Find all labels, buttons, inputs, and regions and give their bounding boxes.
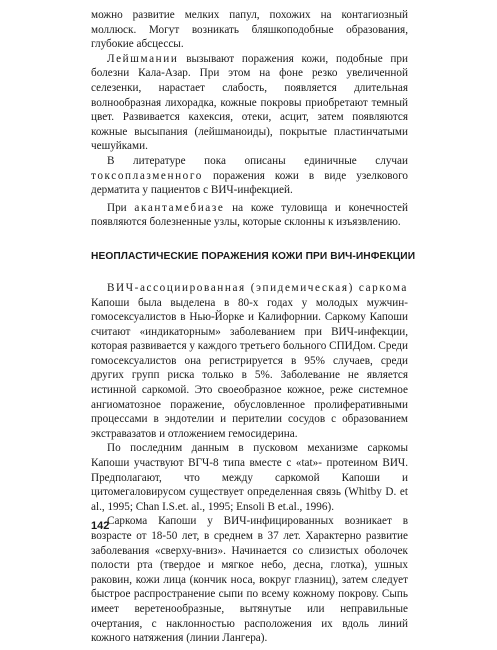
page-number: 142	[91, 520, 110, 532]
paragraph-toxoplasma	[91, 154, 408, 198]
paragraph-molluscum: можно развитие мелких папул, похожих на контагиозный моллюск. Могут возникать бляшкоподобные образования, глубокие абсцессы.	[91, 9, 408, 51]
paragraph-acanthamoeba	[91, 201, 408, 230]
paragraph-acanthamoeba-text-b: на коже туловища и конечностей появляются болезненные узлы, которые склонны к изъязвлению.	[91, 201, 409, 229]
paragraph-toxoplasma-text-a: В литературе пока описаны единичные случаи	[107, 154, 408, 167]
paragraph-kaposi-intro-text: Капоши была выделена в 80-х годах у молодых мужчин-гомосексуалистов в Нью-Йорке и Калифорнии. Саркому Капоши считают «индикаторным» заболеванием при ВИЧ-инфекции, которая развивается у каждого третьего больного СПИДом. Среди гомосексуалистов она регистрируется в 95% случаев, среди других групп риска только в 5%. Заболевание не является истинной саркомой. Это своеобразное кожное, реже системное ангиоматозное поражение, обусловленное пролиферативными процессами в эндотелии и перителии сосудов с образованием экстравазатов и отложением гемосидерина.	[91, 296, 408, 440]
term-acanthamoeba: акантамебиазе	[134, 201, 225, 214]
page-body	[91, 8, 416, 646]
paragraph-acanthamoeba-text-a: При	[107, 201, 127, 214]
paragraph-leishmania-text: вызывают поражения кожи, подобные при болезни Кала-Азар. При этом на фоне резко увеличенной селезенки, нарастает слабость, появляется длительная волнообразная лихорадка, кожные покровы приобретают темный цвет. Развивается кахексия, отеки, асцит, затем появляются кожные высыпания (лейшманоиды), покрытые пластинчатыми чешуйками.	[91, 52, 409, 153]
term-leishmania: Лейшмании	[107, 52, 179, 65]
paragraph-toxoplasma-text-b: поражения кожи в виде узелкового дерматита у пациентов с ВИЧ-инфекцией.	[91, 169, 408, 197]
paragraph-kaposi-intro	[91, 281, 408, 442]
paragraph-kaposi-etiology: По последним данным в пусковом механизме саркомы Капоши участвуют ВГЧ-8 типа вместе с «tat»- протеином ВИЧ. Предполагают, что между саркомой Капоши и цитомегаловирусом существует определенная связь (Whitby D. et al., 1995; Chan I.S.et. al., 1995; Ensoli B et.al., 1996).	[91, 442, 408, 513]
term-toxoplasma: токсоплазменного	[91, 169, 203, 182]
paragraph-leishmania	[91, 52, 408, 154]
term-kaposi-sarcoma: ВИЧ-ассоциированная (эпидемическая) саркома	[107, 281, 408, 294]
paragraph-kaposi-clinical: Саркома Капоши у ВИЧ-инфицированных возникает в возрасте от 18-50 лет, в среднем в 37 лет. Характерно развитие заболевания «сверху-вниз». Начинается со слизистых оболочек полости рта (твердое и мягкое небо, десна, глотка), ушных раковин, кожи лица (кончик носа, вокруг глазниц), затем следует быстрое распространение сыпи по всему кожному покрову. Сыпь имеет веретенообразные, вытянутые или неправильные очертания, с наклонностью расположения их вдоль линий кожного натяжения (линии Лангера).	[91, 515, 408, 645]
section-heading: НЕОПЛАСТИЧЕСКИЕ ПОРАЖЕНИЯ КОЖИ ПРИ ВИЧ-ИНФЕКЦИИ	[91, 250, 416, 262]
